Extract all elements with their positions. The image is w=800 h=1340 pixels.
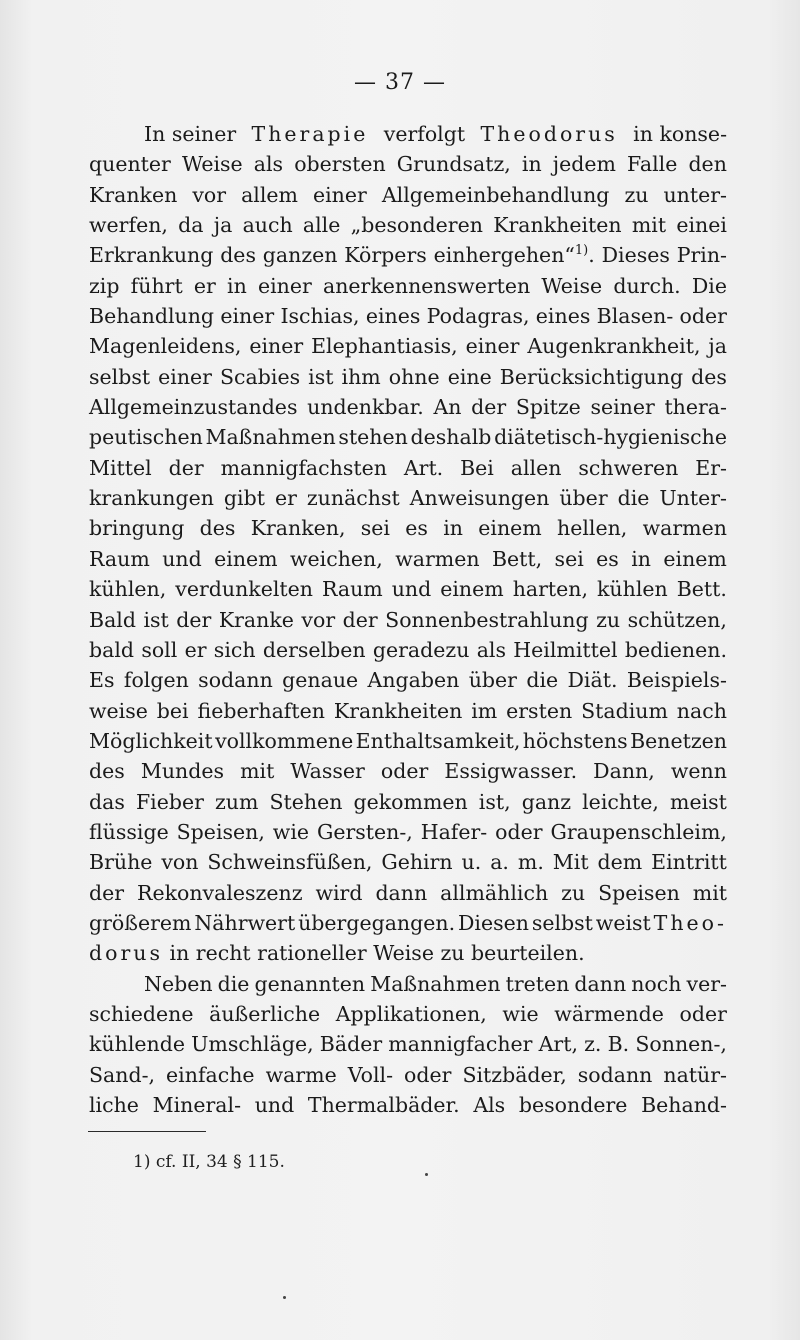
word: schützen, <box>627 607 727 632</box>
word: größerem <box>89 910 192 935</box>
word: einfache <box>166 1062 255 1087</box>
word: Voll- <box>347 1062 394 1087</box>
word: in <box>521 152 542 177</box>
word: einhergehen“$^{1)}$. <box>433 243 595 268</box>
word: Schweinsfüßen, <box>207 850 373 875</box>
text-line <box>89 756 727 786</box>
word: krankungen <box>89 486 214 511</box>
word: Theodorus <box>480 122 618 146</box>
word: mit <box>240 759 275 784</box>
word: ja <box>213 213 233 238</box>
word: weist <box>595 910 651 935</box>
word: Allgemeinbehandlung <box>381 182 610 207</box>
word: An <box>433 395 462 420</box>
word: quenter <box>89 152 171 177</box>
word: allen <box>510 455 562 480</box>
word: Diät. <box>567 668 618 693</box>
word: Behandlung <box>89 304 215 329</box>
word: ohne <box>388 364 440 389</box>
word: Bei <box>460 455 494 480</box>
word: jedem <box>552 152 616 177</box>
word: sich <box>213 637 256 662</box>
word: gibt <box>223 486 265 511</box>
word: „besonderen <box>350 213 483 238</box>
word: führt <box>130 273 183 298</box>
word: er <box>274 486 297 511</box>
word: mit <box>692 880 727 905</box>
word: fieberhaften <box>197 698 325 723</box>
word: einer <box>220 304 275 329</box>
word: und <box>162 546 202 571</box>
word: verfolgt <box>377 122 472 146</box>
word: Raum <box>321 577 383 602</box>
word: Mundes <box>140 759 225 784</box>
word: Körpers <box>344 243 427 268</box>
word: hellen, <box>557 516 628 541</box>
word: weise <box>89 698 148 723</box>
word: meist <box>670 789 727 814</box>
word: zu <box>561 880 586 905</box>
word: kühlen, <box>89 577 167 602</box>
word: Gehirn <box>381 850 453 875</box>
word: allem <box>241 182 298 207</box>
text-line <box>89 726 727 756</box>
word: Krankheiten <box>493 213 622 238</box>
word: ganzen <box>262 243 338 268</box>
word: äußerliche <box>209 1001 321 1026</box>
word: Graupenschleim, <box>550 819 727 844</box>
word: Sitzbäder, <box>462 1062 567 1087</box>
word: im <box>471 698 498 723</box>
word: genannten <box>254 971 366 996</box>
word: Grundsatz, <box>396 152 511 177</box>
word: wird <box>315 880 363 905</box>
word: in <box>631 546 651 571</box>
word: oder <box>404 1062 452 1087</box>
word: Mittel <box>89 455 152 480</box>
word: zip <box>89 273 120 298</box>
word: Unter- <box>659 486 727 511</box>
word: über <box>468 668 517 693</box>
footnote: 1) cf. II, 34 § 115. <box>133 1152 285 1172</box>
word: die <box>617 486 650 511</box>
text-line <box>89 1090 727 1120</box>
word: ist <box>308 364 334 389</box>
word: deshalb <box>410 425 492 450</box>
word: besondere <box>518 1093 628 1117</box>
word: warme <box>265 1062 337 1087</box>
word: dem <box>597 850 643 875</box>
word: diätetisch-hygienische <box>494 425 727 450</box>
word: Beispiels- <box>626 668 727 693</box>
word: undenkbar. <box>307 395 424 420</box>
word: er <box>193 273 216 298</box>
word: Ischias, <box>280 304 360 329</box>
word: Brühe <box>89 850 153 875</box>
word: auch <box>242 213 293 238</box>
word: der <box>168 455 204 480</box>
word: Art, <box>538 1032 578 1057</box>
word: warmen <box>642 516 727 541</box>
word: selbst <box>531 910 593 935</box>
word: Prin- <box>676 243 727 268</box>
word: anerkennenswerten <box>322 273 531 298</box>
word: sei <box>360 516 390 541</box>
word: treten <box>505 971 570 996</box>
word: zunächst <box>306 486 400 511</box>
word: die <box>526 668 559 693</box>
word: Behand- <box>641 1093 727 1117</box>
word: Benetzen <box>630 728 727 753</box>
word: unter- <box>663 182 727 207</box>
word: Hafer- <box>420 819 488 844</box>
word: kühlende <box>89 1032 185 1057</box>
text-line <box>89 149 727 179</box>
word: bedienen. <box>624 637 727 662</box>
text-line <box>89 544 727 574</box>
word: eines <box>365 304 421 329</box>
word: der <box>471 395 507 420</box>
footnote-divider <box>88 1131 206 1132</box>
text-line <box>89 878 727 908</box>
word: einer <box>465 334 520 359</box>
word: Stadium <box>581 698 668 723</box>
word: des <box>89 759 125 784</box>
word: ihm <box>341 364 381 389</box>
word: oder <box>679 304 727 329</box>
text-line <box>89 422 727 452</box>
word: Kranken <box>89 182 178 207</box>
word: Nährwert <box>194 910 296 935</box>
word: wie <box>502 1001 539 1026</box>
word: vor <box>192 182 227 207</box>
word: Dann, <box>593 759 655 784</box>
word: Möglichkeit <box>89 728 213 753</box>
word: die <box>217 971 250 996</box>
text-line <box>89 301 727 331</box>
word: Heilmittel <box>513 637 618 662</box>
word: ver- <box>686 971 727 996</box>
word: stehen <box>338 425 408 450</box>
text-line <box>89 362 727 392</box>
word: Allgemeinzustandes <box>89 395 298 420</box>
word: der <box>342 607 378 632</box>
text-line <box>89 392 727 422</box>
word: verdunkelten <box>175 577 313 602</box>
word: natür- <box>663 1062 727 1087</box>
word: warmen <box>395 546 480 571</box>
word: als <box>476 637 506 662</box>
word: zum <box>214 789 259 814</box>
word: mannigfachsten <box>220 455 387 480</box>
word: mannigfacher <box>388 1032 533 1057</box>
word: Sonnenbestrahlung <box>385 607 589 632</box>
word: Anweisungen <box>409 486 550 511</box>
word: oder <box>679 1001 727 1026</box>
word: bei <box>156 698 189 723</box>
text-line <box>89 696 727 726</box>
word: flüssige <box>89 819 169 844</box>
word: und <box>254 1093 295 1117</box>
word: Spitze <box>515 395 581 420</box>
word: alle <box>302 213 341 238</box>
word: der <box>89 880 125 905</box>
word: einer <box>249 334 304 359</box>
word: In seiner <box>144 122 243 146</box>
word: Diesen <box>457 910 529 935</box>
word: bald <box>89 637 135 662</box>
word: Wasser <box>290 759 365 784</box>
word: Sonnen-, <box>635 1032 727 1057</box>
word: des <box>691 364 727 389</box>
word: Augenkrankheit, <box>527 334 701 359</box>
word: a. <box>490 850 509 875</box>
word: ist, <box>478 789 511 814</box>
text-line <box>89 635 727 665</box>
word: einei <box>676 213 727 238</box>
word: mit <box>631 213 667 238</box>
word: Krankheiten <box>333 698 463 723</box>
word: des <box>199 516 236 541</box>
word: einer <box>257 273 312 298</box>
text-line <box>89 210 727 240</box>
text-line <box>89 847 727 877</box>
text-line <box>89 665 727 695</box>
word: und <box>391 577 432 602</box>
word: eine <box>447 364 492 389</box>
word: m. <box>517 850 544 875</box>
word: oder <box>495 819 543 844</box>
word: den <box>688 152 727 177</box>
word: oder <box>380 759 429 784</box>
word: Speisen, <box>176 819 265 844</box>
word: Gersten-, <box>316 819 413 844</box>
word: übergegangen. <box>298 910 456 935</box>
text-line <box>89 483 727 513</box>
word: Therapie <box>251 122 369 146</box>
word: Art. <box>403 455 444 480</box>
word: von <box>161 850 199 875</box>
word: Kranken, <box>250 516 346 541</box>
word: dorus <box>89 941 163 966</box>
word: Bald <box>89 607 136 632</box>
word: einem <box>663 546 727 571</box>
text-line <box>89 119 727 149</box>
word: folgen <box>123 668 189 693</box>
word: vor <box>301 607 336 632</box>
word: thera- <box>664 395 727 420</box>
word: einer <box>312 182 367 207</box>
text-line <box>89 574 727 604</box>
word: Bett, <box>491 546 543 571</box>
word: ersten <box>506 698 573 723</box>
word: Enthaltsamkeit, <box>355 728 521 753</box>
word: weichen, <box>290 546 383 571</box>
word: Bett. <box>676 577 727 602</box>
word: es <box>405 516 428 541</box>
word: selbst <box>89 364 151 389</box>
word: Applikationen, <box>335 1001 487 1026</box>
word: wie <box>272 819 310 844</box>
word: obersten <box>294 152 386 177</box>
word: Blasen- <box>596 304 674 329</box>
word: einem <box>214 546 278 571</box>
word: Angaben <box>367 668 460 693</box>
text-line <box>89 908 727 938</box>
page-number: — 37 — <box>354 70 446 95</box>
word: gekommen <box>353 789 468 814</box>
word: ist <box>143 607 169 632</box>
word: peutischen <box>89 425 203 450</box>
word: da <box>178 213 204 238</box>
text-line <box>89 605 727 635</box>
word: schweren <box>578 455 679 480</box>
word: Weise <box>181 152 243 177</box>
word: wärmende <box>554 1001 664 1026</box>
text-line <box>89 1060 727 1090</box>
word: werfen, <box>89 213 168 238</box>
word: z. <box>584 1032 602 1057</box>
text-line <box>89 240 727 270</box>
text-segment: in recht rationeller Weise zu beurteilen. <box>163 941 585 966</box>
word: Speisen <box>598 880 680 905</box>
word: Neben <box>144 971 213 996</box>
word: Berücksichtigung <box>499 364 684 389</box>
word: das <box>89 789 125 814</box>
word: eines <box>535 304 591 329</box>
word: harten, <box>512 577 589 602</box>
word: zu <box>624 182 649 207</box>
word: dann <box>375 880 428 905</box>
word: Es <box>89 668 115 693</box>
word: u. <box>461 850 482 875</box>
word: Maßnahmen <box>205 425 336 450</box>
paper-speck <box>425 1173 428 1176</box>
text-line <box>89 331 727 361</box>
text-line <box>89 938 727 968</box>
text-line <box>89 787 727 817</box>
word: Essigwasser. <box>444 759 578 784</box>
word: Weise <box>541 273 603 298</box>
word: einem <box>440 577 504 602</box>
word: höchstens <box>522 728 628 753</box>
word: Er- <box>695 455 727 480</box>
word: Mit <box>552 850 589 875</box>
word: noch <box>631 971 682 996</box>
word: Maßnahmen <box>370 971 501 996</box>
word: Sand-, <box>89 1062 156 1087</box>
word: B. <box>607 1032 630 1057</box>
word: bringung <box>89 516 185 541</box>
word: nach <box>676 698 727 723</box>
word: allmählich <box>440 880 549 905</box>
word: in konse- <box>626 122 727 146</box>
word: Eintritt <box>651 850 727 875</box>
word: Umschläge, <box>191 1032 314 1057</box>
word: einer <box>158 364 212 389</box>
word: genaue <box>282 668 359 693</box>
word: Stehen <box>269 789 343 814</box>
word: sei <box>554 546 584 571</box>
word: ganz <box>521 789 572 814</box>
word: über <box>559 486 608 511</box>
word: sodann <box>577 1062 653 1087</box>
paper-speck <box>283 1296 286 1299</box>
text-line <box>89 999 727 1029</box>
word: ja <box>708 334 727 359</box>
word: Die <box>691 273 727 298</box>
word: soll <box>141 637 178 662</box>
word: der <box>176 607 212 632</box>
word: Elephantiasis, <box>311 334 458 359</box>
text-line <box>89 513 727 543</box>
word: als <box>253 152 284 177</box>
word: Als <box>473 1093 506 1117</box>
word: er <box>184 637 207 662</box>
word: dann <box>574 971 627 996</box>
word: sodann <box>198 668 273 693</box>
word: Dieses <box>601 243 670 268</box>
text-line <box>89 453 727 483</box>
word: derselben <box>262 637 366 662</box>
word: des <box>220 243 256 268</box>
word: seiner <box>590 395 655 420</box>
word: Thermalbäder. <box>307 1093 460 1117</box>
word: kühlen <box>597 577 668 602</box>
word: geradezu <box>372 637 470 662</box>
word: zu <box>596 607 621 632</box>
word: in <box>227 273 247 298</box>
word: Kranke <box>218 607 294 632</box>
word: Erkrankung <box>89 243 214 268</box>
word: durch. <box>613 273 681 298</box>
text-line <box>89 271 727 301</box>
word: Podagras, <box>426 304 530 329</box>
word: vollkommene <box>215 728 354 753</box>
word: Bäder <box>319 1032 383 1057</box>
word: Mineral- <box>152 1093 242 1117</box>
word: Magenleidens, <box>89 334 242 359</box>
word: leichte, <box>582 789 659 814</box>
body-text <box>89 119 727 1120</box>
text-line <box>89 969 727 999</box>
word: in <box>443 516 463 541</box>
word: Falle <box>627 152 678 177</box>
word: Scabies <box>220 364 301 389</box>
word: Theo- <box>653 910 727 935</box>
word: Raum <box>89 546 150 571</box>
word: Rekonvaleszenz <box>137 880 303 905</box>
word: schiedene <box>89 1001 194 1026</box>
word: Fieber <box>135 789 204 814</box>
word: wenn <box>670 759 727 784</box>
word: liche <box>89 1093 139 1117</box>
text-line <box>89 1029 727 1059</box>
word: es <box>596 546 619 571</box>
text-line <box>89 817 727 847</box>
word: einem <box>478 516 542 541</box>
text-line <box>89 180 727 210</box>
